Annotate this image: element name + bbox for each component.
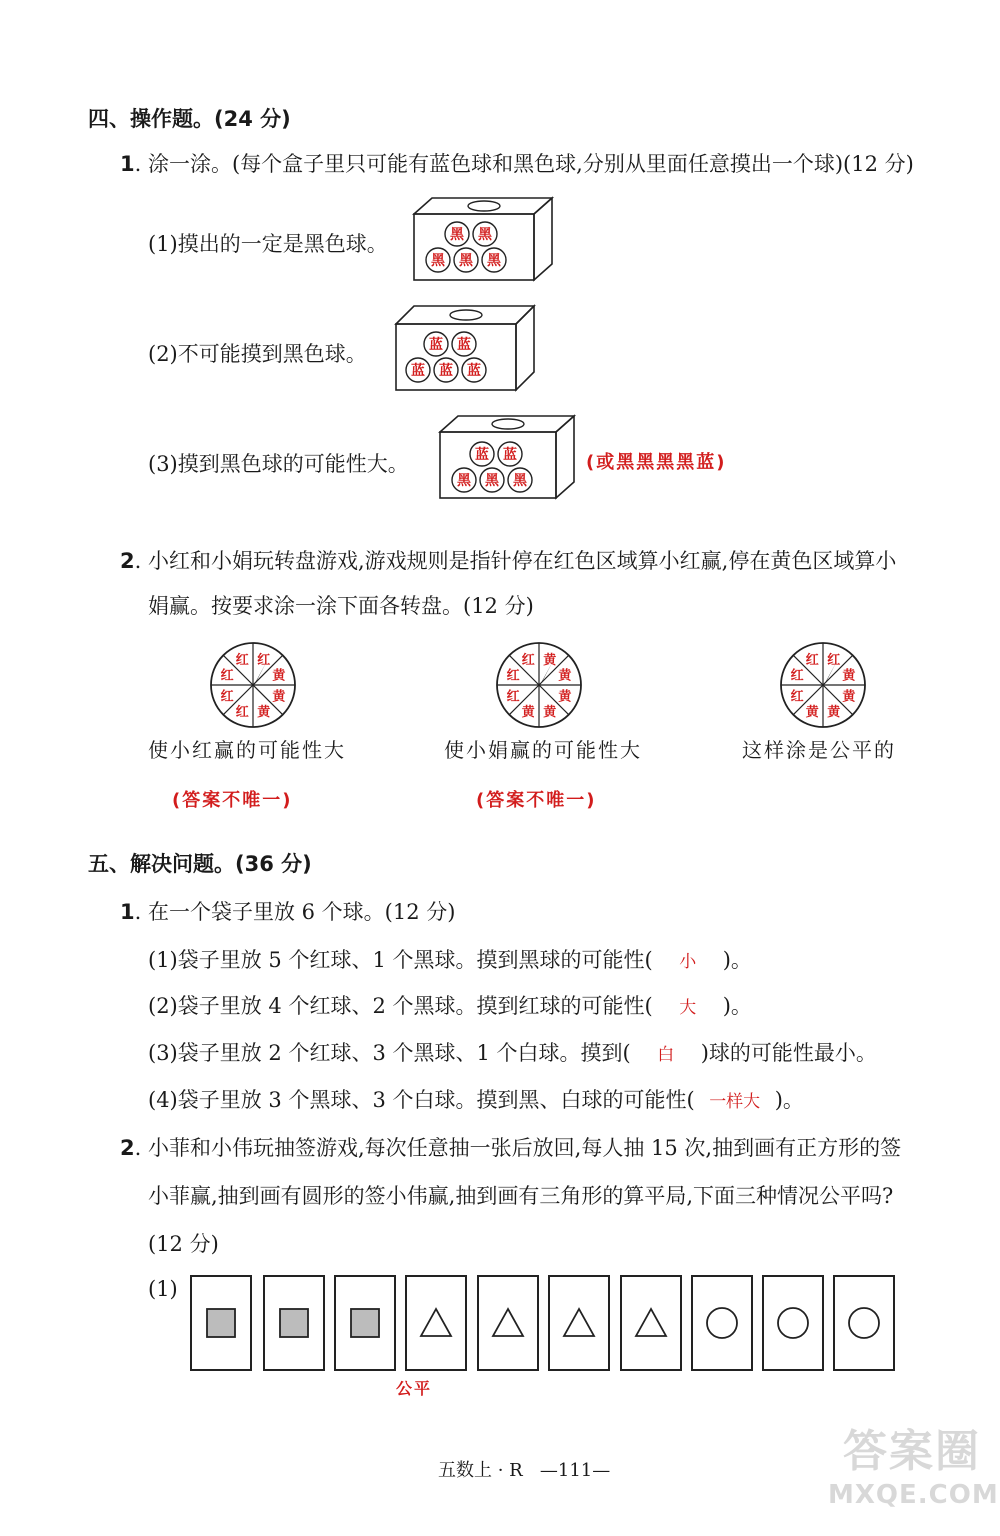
s4-q1-item1-label: (1)摸出的一定是黑色球。 (148, 232, 388, 256)
ball-label: 蓝 (411, 363, 425, 379)
ball-label: 黑 (450, 227, 464, 243)
triangle-shape (564, 1309, 594, 1336)
spinner-3 (776, 638, 870, 736)
lottery-card-triangle (405, 1275, 467, 1371)
s4-q2-text-line2: 娟赢。按要求涂一涂下面各转盘。(12 分) (148, 594, 534, 618)
spinner-sector-label: 黄 (842, 668, 856, 684)
spinner-1-caption: 使小红赢的可能性大 (148, 738, 346, 762)
lottery-card-triangle (548, 1275, 610, 1371)
triangle-shape (421, 1309, 451, 1336)
spinner-1-answer: (答案不唯一) (172, 790, 293, 811)
footer-label: 五数上 · R —111— (438, 1460, 611, 1481)
spinner-sector-label: 黄 (558, 668, 572, 684)
spinner-sector-label: 黄 (521, 704, 535, 720)
section5-title: 五、解决问题。(36 分) (88, 852, 312, 876)
ball-label: 黑 (431, 253, 445, 269)
ball-label: 黑 (457, 473, 471, 489)
spinner-sector-label: 黄 (842, 689, 856, 705)
ball-label: 蓝 (475, 447, 489, 463)
spinner-2-answer: (答案不唯一) (476, 790, 597, 811)
ball-label: 黑 (459, 253, 473, 269)
spinner-sector-label: 红 (827, 653, 841, 669)
triangle-shape (493, 1309, 523, 1336)
section4-title: 四、操作题。(24 分) (88, 107, 291, 131)
s5-q2-text-line1: 2. 小菲和小伟玩抽签游戏,每次任意抽一张后放回,每人抽 15 次,抽到画有正方形的签 (120, 1136, 902, 1160)
spinner-sector-label: 红 (235, 704, 249, 720)
watermark-logo: 答案圈 (843, 1426, 981, 1477)
s5-q1-item3: (3)袋子里放 2 个红球、3 个黑球、1 个白球。摸到( 白 )球的可能性最小。 (148, 1041, 877, 1065)
balls (452, 442, 532, 492)
spinner-1 (206, 638, 300, 736)
s4-q1-item3-answer: (或黑黑黑黑蓝) (586, 452, 727, 473)
lottery-card-circle (691, 1275, 753, 1371)
spinner-sector-label: 红 (790, 689, 804, 705)
spinner-2-caption: 使小娟赢的可能性大 (444, 738, 642, 762)
ball-label: 蓝 (503, 447, 517, 463)
watermark (828, 1424, 999, 1534)
circle-shape (849, 1308, 879, 1338)
square-shape (280, 1309, 308, 1337)
s4-q1-text: 1. 涂一涂。(每个盒子里只可能有蓝色球和黑色球,分别从里面任意摸出一个球)(12 分) (120, 152, 914, 176)
s5-q2-text-line3: (12 分) (148, 1232, 219, 1256)
s4-q1-item3-label: (3)摸到黑色球的可能性大。 (148, 452, 409, 476)
square-shape (351, 1309, 379, 1337)
lottery-card-square (334, 1275, 396, 1371)
s5-q2-sub-label: (1) (148, 1277, 178, 1301)
s5-q1-item2: (2)袋子里放 4 个红球、2 个黑球。摸到红球的可能性( 大 )。 (148, 994, 752, 1018)
spinner-sector-label: 红 (506, 668, 520, 684)
spinner-sector-label: 黄 (272, 689, 286, 705)
ball-label: 黑 (487, 253, 501, 269)
square-shape (207, 1309, 235, 1337)
watermark-domain: MXQE.COM (828, 1480, 999, 1510)
spinner-sector-label: 黄 (543, 704, 557, 720)
lottery-card-square (263, 1275, 325, 1371)
ball-box-2 (394, 304, 544, 396)
circle-shape (707, 1308, 737, 1338)
ball-label: 蓝 (429, 337, 443, 353)
spinner-sector-label: 黄 (543, 653, 557, 669)
ball-label: 黑 (478, 227, 492, 243)
ball-label: 蓝 (457, 337, 471, 353)
s5-q1-item4: (4)袋子里放 3 个黑球、3 个白球。摸到黑、白球的可能性( 一样大 )。 (148, 1088, 804, 1112)
circle-shape (778, 1308, 808, 1338)
s5-q2-answer: 公平 (396, 1379, 433, 1398)
triangle-shape (636, 1309, 666, 1336)
spinner-3-caption: 这样涂是公平的 (742, 738, 896, 762)
ball-label: 蓝 (467, 363, 481, 379)
balls (426, 222, 506, 272)
spinner-sector-label: 黄 (272, 668, 286, 684)
spinner-sector-label: 红 (220, 668, 234, 684)
spinner-sector-label: 红 (506, 689, 520, 705)
ball-box-3 (438, 414, 588, 506)
s5-q1-text: 1. 在一个袋子里放 6 个球。(12 分) (120, 900, 456, 924)
spinner-sector-label: 红 (257, 653, 271, 669)
s5-q2-text-line2: 小菲赢,抽到画有圆形的签小伟赢,抽到画有三角形的算平局,下面三种情况公平吗? (148, 1184, 894, 1208)
lottery-card-triangle (477, 1275, 539, 1371)
s4-q1-item2-label: (2)不可能摸到黑色球。 (148, 342, 367, 366)
ball-box-1 (412, 196, 562, 288)
spinner-sector-label: 黄 (805, 704, 819, 720)
s4-q2-text-line1: 2. 小红和小娟玩转盘游戏,游戏规则是指针停在红色区域算小红赢,停在黄色区域算小 (120, 549, 897, 573)
s5-q1-item1: (1)袋子里放 5 个红球、1 个黑球。摸到黑球的可能性( 小 )。 (148, 948, 752, 972)
spinner-sector-label: 红 (235, 653, 249, 669)
ball-label: 黑 (513, 473, 527, 489)
lottery-card-circle (833, 1275, 895, 1371)
ball-label: 蓝 (439, 363, 453, 379)
spinner-sector-label: 红 (220, 689, 234, 705)
lottery-card-square (190, 1275, 252, 1371)
spinner-sector-label: 红 (521, 653, 535, 669)
spinner-sector-label: 黄 (257, 704, 271, 720)
spinner-sector-label: 红 (790, 668, 804, 684)
lottery-card-triangle (620, 1275, 682, 1371)
spinner-sector-label: 红 (805, 653, 819, 669)
spinner-2 (492, 638, 586, 736)
spinner-sector-label: 黄 (827, 704, 841, 720)
balls (406, 332, 486, 382)
spinner-sector-label: 黄 (558, 689, 572, 705)
ball-label: 黑 (485, 473, 499, 489)
lottery-card-circle (762, 1275, 824, 1371)
